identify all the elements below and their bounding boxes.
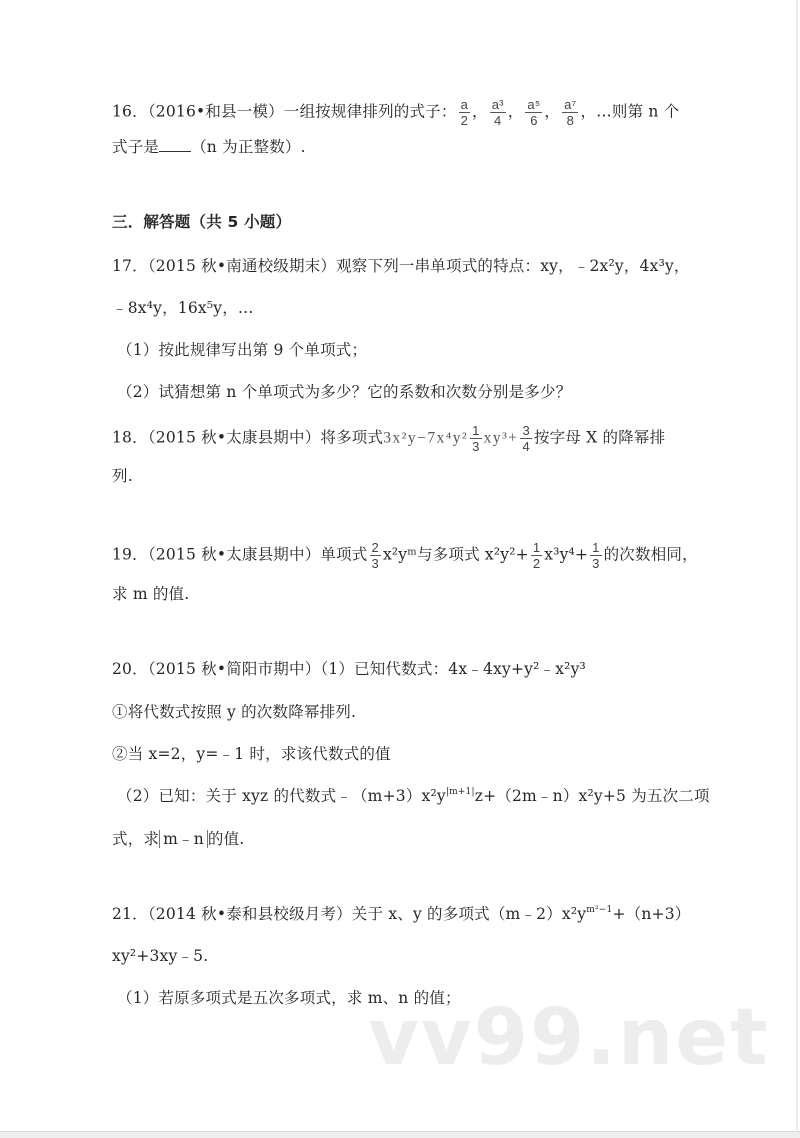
q18-suffix: 按字母 X 的降幂排: [533, 428, 666, 447]
q21-prefix: 21．（2014 秋•泰和县校级月考）关于 x、y 的多项式（m﹣2）x²y: [112, 905, 587, 923]
q19-suffix: 的次数相同，: [603, 545, 698, 564]
fraction-3-over-4: $\frac{3}{4}$: [522, 423, 530, 454]
question-17-part-1: （1）按此规律写出第 9 个单项式；: [117, 341, 368, 359]
q18-expression-a: 3x²y−7x⁴y²: [383, 429, 469, 447]
q21-suffix: +（n+3）: [612, 905, 691, 923]
fraction-a5-over-6: $\frac{\text{a⁵}}{6}$: [527, 97, 541, 128]
question-16-line-2: [112, 137, 306, 157]
q20-part2-prefix: （2）已知：关于 xyz 的代数式﹣（m+3）x²y: [117, 787, 446, 805]
q21-exponent: m²−1: [586, 905, 613, 915]
fraction-1-over-3: $\frac{1}{3}$: [592, 540, 600, 571]
q19-prefix: 19．（2015 秋•太康县期中）单项式: [112, 545, 368, 564]
fraction-a7-over-8: $\frac{\text{a⁷}}{8}$: [564, 97, 577, 128]
question-20-part-2: [117, 786, 710, 806]
q18-expression-b: xy³+: [483, 429, 519, 447]
question-17-line-2: ﹣8x⁴y，16x⁵y，…: [112, 299, 254, 317]
question-18-line-2: 列.: [112, 467, 133, 485]
q16-line2-prefix: 式子是: [112, 138, 160, 156]
question-20-item-1: ①将代数式按照 y 的次数降幂排列.: [112, 703, 357, 721]
watermark: vv99.net: [368, 993, 770, 1083]
fraction-a3-over-4: $\frac{\text{a³}}{4}$: [491, 97, 504, 128]
q19-expression: x³y⁴+: [544, 545, 589, 564]
q20-exponent: |m+1|: [445, 787, 475, 797]
question-21-part-1: （1）若原多项式是五次多项式，求 m、n 的值；: [117, 989, 461, 1007]
q18-prefix: 18．（2015 秋•太康县期中）将多项式: [112, 428, 384, 447]
absolute-value-expression: m﹣n: [159, 830, 208, 848]
question-19-line-1: [112, 540, 698, 571]
question-16-line-1: 16．（2016•和县一模）一组按规律排列的式子： $\frac{a}{2}$ ， $\frac{\text{a³}}{4}$ ， $\frac{\text{a⁵}}{6}$ ， $\frac{\text{a⁷}}{8}$ ，…则第 n 个: [112, 97, 680, 128]
q16-prefix: 16．（2016•和县一模）一组按规律排列的式子：: [112, 102, 457, 121]
fraction-2-over-3: $\frac{2}{3}$: [371, 540, 379, 571]
question-21-line-1: [112, 904, 690, 924]
question-18-line-1: [112, 423, 665, 454]
q19-monomial: x²yᵐ: [382, 545, 417, 564]
fraction-a-over-2: $\frac{a}{2}$: [460, 97, 469, 128]
answer-blank: [159, 137, 191, 152]
q20-last-suffix: 的值.: [207, 830, 245, 848]
question-20-line-1: 20．（2015 秋•简阳市期中）（1）已知代数式：4x﹣4xy+y²﹣x²y³: [112, 660, 586, 678]
question-20-item-2: ②当 x=2，y=﹣1 时，求该代数式的值: [112, 745, 391, 763]
q20-part2-suffix: z+（2m﹣n）x²y+5 为五次二项: [474, 787, 710, 805]
question-17-line-1: 17．（2015 秋•南通校级期末）观察下列一串单项式的特点：xy，﹣2x²y，4x³y，: [112, 257, 690, 275]
question-20-line-last: [112, 829, 244, 849]
fraction-1-over-2: $\frac{1}{2}$: [532, 540, 541, 571]
q19-middle: 与多项式 x²y²+: [416, 545, 529, 564]
fraction-1-over-3: $\frac{1}{3}$: [472, 423, 480, 454]
q20-last-prefix: 式，求: [112, 830, 160, 848]
question-21-line-2: xy²+3xy﹣5.: [112, 947, 209, 965]
q16-suffix: ，…则第 n 个: [580, 102, 680, 121]
section-title: 三．解答题（共 5 小题）: [112, 213, 292, 231]
q16-line2-suffix: （n 为正整数）.: [191, 138, 306, 156]
question-19-line-2: 求 m 的值.: [112, 585, 190, 603]
question-17-part-2: （2）试猜想第 n 个单项式为多少？它的系数和次数分别是多少？: [117, 383, 572, 401]
